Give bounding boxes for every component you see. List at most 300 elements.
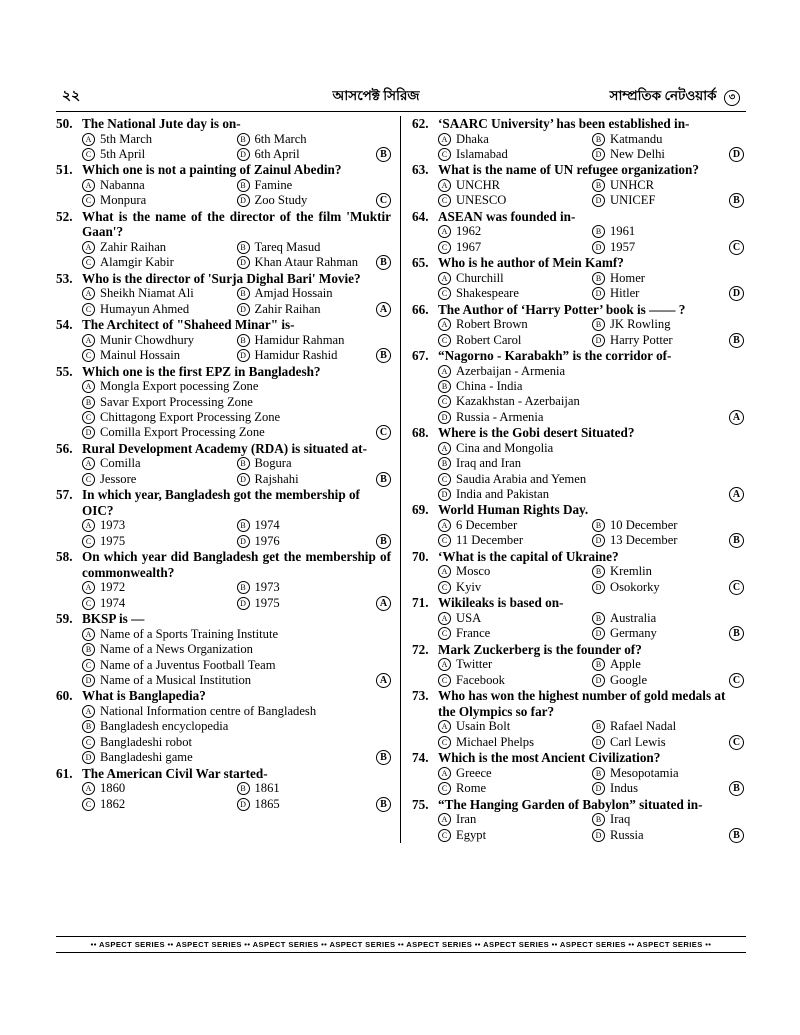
answer-key-badge: B <box>376 750 391 765</box>
option-c[interactable] <box>438 673 592 688</box>
question-item <box>56 116 391 162</box>
question-number: 51. <box>56 162 73 178</box>
option-marker-icon: C <box>82 597 95 610</box>
option-label: Russia - Armenia <box>456 409 544 424</box>
option-marker-icon: C <box>438 334 451 347</box>
option-list <box>412 441 746 503</box>
option-a[interactable] <box>438 441 746 456</box>
option-a[interactable] <box>82 379 391 394</box>
option-a[interactable] <box>438 657 592 672</box>
option-list <box>56 379 391 441</box>
option-c[interactable] <box>438 580 592 595</box>
option-d[interactable] <box>438 410 746 425</box>
option-label: Hamidur Rahman <box>254 332 345 347</box>
option-label: 6 December <box>456 518 518 533</box>
question-head <box>412 549 746 565</box>
book-section-label: সাম্প্রতিক নেটওয়ার্ক <box>609 88 717 103</box>
option-marker-icon: B <box>82 396 95 409</box>
option-marker-icon: B <box>82 720 95 733</box>
option-b[interactable] <box>82 642 391 657</box>
option-c[interactable] <box>438 828 592 843</box>
option-d[interactable] <box>82 425 391 440</box>
page-footer: •• ASPECT SERIES •• ASPECT SERIES •• ASPECT SERIES •• ASPECT SERIES •• ASPECT SERIES •• ASPECT SERIES •• ASPECT SERIES •• ASPECT SERIES •• <box>56 936 746 953</box>
option-c[interactable] <box>82 410 391 425</box>
option-b[interactable] <box>592 719 746 734</box>
option-marker-icon: D <box>237 148 250 161</box>
option-marker-icon: B <box>237 287 250 300</box>
question-number: 62. <box>412 116 429 131</box>
option-b[interactable] <box>82 395 391 410</box>
option-row <box>412 240 746 255</box>
option-label: Name of a Musical Institution <box>100 673 252 688</box>
option-marker-icon: A <box>82 519 95 532</box>
option-label: Islamabad <box>456 147 508 161</box>
question-head <box>56 487 391 518</box>
option-a[interactable] <box>82 627 391 642</box>
question-item <box>56 209 391 271</box>
option-c[interactable] <box>82 348 237 363</box>
option-c[interactable] <box>82 735 391 750</box>
option-c[interactable] <box>82 534 237 549</box>
option-a[interactable] <box>438 766 592 781</box>
option-marker-icon: B <box>592 179 605 192</box>
option-a[interactable] <box>82 132 237 147</box>
question-head <box>412 688 746 719</box>
option-b[interactable] <box>237 580 392 595</box>
answer-key-badge: B <box>729 626 744 641</box>
option-d[interactable] <box>592 626 746 641</box>
option-c[interactable] <box>438 394 746 409</box>
option-c[interactable] <box>438 781 592 796</box>
option-row <box>56 472 391 487</box>
answer-key-badge: B <box>376 534 391 549</box>
option-label: Germany <box>610 626 657 641</box>
option-row <box>56 456 391 471</box>
question-head <box>56 271 391 287</box>
option-a[interactable] <box>82 456 237 471</box>
option-marker-icon: D <box>592 534 605 547</box>
option-a[interactable] <box>438 317 592 332</box>
option-b[interactable] <box>237 178 392 193</box>
option-c[interactable] <box>438 240 592 255</box>
option-marker-icon: C <box>438 736 451 749</box>
question-number: 50. <box>56 116 73 131</box>
option-marker-icon: D <box>237 798 250 811</box>
option-d[interactable] <box>237 302 392 317</box>
question-item <box>56 364 391 441</box>
option-marker-icon: B <box>592 813 605 826</box>
option-a[interactable] <box>82 333 237 348</box>
question-text: ASEAN was founded in- <box>438 208 576 224</box>
option-a[interactable] <box>438 518 592 533</box>
option-marker-icon: A <box>438 365 451 378</box>
question-head <box>412 797 746 813</box>
question-item <box>412 209 746 255</box>
question-item <box>412 255 746 301</box>
answer-key-badge: B <box>376 348 391 363</box>
question-head <box>412 750 746 766</box>
option-a[interactable] <box>82 704 391 719</box>
question-number: 75. <box>412 796 429 812</box>
option-d[interactable] <box>592 333 746 348</box>
option-d[interactable] <box>237 255 392 270</box>
option-marker-icon: C <box>438 194 451 207</box>
option-list <box>412 271 746 302</box>
option-b[interactable] <box>592 132 746 147</box>
question-number: 66. <box>412 301 429 317</box>
option-b[interactable] <box>237 132 392 147</box>
option-a[interactable] <box>438 564 592 579</box>
option-label: 1976 <box>254 533 280 548</box>
option-marker-icon: D <box>438 488 451 501</box>
option-c[interactable] <box>438 626 592 641</box>
answer-key-badge: B <box>729 533 744 548</box>
option-label: Jessore <box>100 471 137 486</box>
option-row <box>412 781 746 796</box>
question-text: What is the name of the director of the film 'Muktir Gaan'? <box>82 208 391 240</box>
option-marker-icon: D <box>592 194 605 207</box>
option-a[interactable] <box>82 286 237 301</box>
option-c[interactable] <box>438 735 592 750</box>
option-c[interactable] <box>438 147 592 162</box>
option-label: Carl Lewis <box>610 734 666 749</box>
option-marker-icon: B <box>592 658 605 671</box>
option-c[interactable] <box>82 472 237 487</box>
option-label: Savar Export Processing Zone <box>100 394 253 409</box>
option-row <box>412 472 746 487</box>
page-body <box>56 84 746 934</box>
option-a[interactable] <box>438 812 592 827</box>
option-d[interactable] <box>592 147 746 162</box>
option-b[interactable] <box>237 781 392 796</box>
option-label: Dhaka <box>456 131 489 146</box>
option-label: UNESCO <box>456 193 507 208</box>
option-marker-icon: D <box>592 334 605 347</box>
question-item <box>56 611 391 688</box>
option-row <box>56 596 391 611</box>
option-row <box>412 317 746 332</box>
answer-key-badge: B <box>729 333 744 348</box>
option-marker-icon: A <box>82 628 95 641</box>
option-b[interactable] <box>592 611 746 626</box>
option-a[interactable] <box>438 719 592 734</box>
answer-key-badge: C <box>729 673 744 688</box>
option-d[interactable] <box>237 797 392 812</box>
option-row <box>412 533 746 548</box>
option-d[interactable] <box>237 348 392 363</box>
option-a[interactable] <box>438 364 746 379</box>
question-head <box>56 766 391 782</box>
option-c[interactable] <box>82 255 237 270</box>
option-list <box>412 812 746 843</box>
answer-key-badge: D <box>729 286 744 301</box>
option-d[interactable] <box>592 828 746 843</box>
question-item <box>412 595 746 641</box>
answer-key-badge: C <box>729 735 744 750</box>
question-head <box>56 209 391 240</box>
option-b[interactable] <box>592 564 746 579</box>
option-marker-icon: C <box>82 473 95 486</box>
option-label: Kremlin <box>610 564 652 579</box>
option-d[interactable] <box>237 193 392 208</box>
option-label: Zahir Raihan <box>254 301 321 316</box>
option-c[interactable] <box>438 193 592 208</box>
option-a[interactable] <box>82 518 237 533</box>
option-row <box>412 193 746 208</box>
option-label: Egypt <box>456 827 487 842</box>
option-b[interactable] <box>592 657 746 672</box>
option-label: Zahir Raihan <box>100 240 167 254</box>
option-row <box>56 642 391 657</box>
option-row <box>56 534 391 549</box>
answer-key-badge: A <box>729 410 744 425</box>
option-label: Katmandu <box>610 131 663 146</box>
question-head <box>412 302 746 318</box>
option-label: 1862 <box>100 796 126 811</box>
option-marker-icon: A <box>438 612 451 625</box>
option-row <box>412 364 746 379</box>
option-marker-icon: D <box>592 287 605 300</box>
option-row <box>412 564 746 579</box>
option-label: New Delhi <box>610 147 665 161</box>
option-a[interactable] <box>438 132 592 147</box>
option-c[interactable] <box>82 596 237 611</box>
question-text: Who is he author of Mein Kamf? <box>438 255 624 271</box>
option-a[interactable] <box>82 781 237 796</box>
option-row <box>412 719 746 734</box>
question-item <box>412 797 746 843</box>
option-d[interactable] <box>592 673 746 688</box>
question-text: Which is the most Ancient Civilization? <box>438 750 661 766</box>
option-marker-icon: A <box>82 334 95 347</box>
option-row <box>412 333 746 348</box>
option-marker-icon: D <box>237 535 250 548</box>
option-marker-icon: B <box>592 225 605 238</box>
option-b[interactable] <box>592 812 746 827</box>
question-number: 59. <box>56 611 73 627</box>
option-label: Saudia Arabia and Yemen <box>456 471 587 486</box>
option-d[interactable] <box>82 750 391 765</box>
option-d[interactable] <box>438 487 746 502</box>
option-b[interactable] <box>438 456 746 471</box>
option-c[interactable] <box>438 333 592 348</box>
option-d[interactable] <box>592 286 746 301</box>
option-b[interactable] <box>237 333 392 348</box>
option-c[interactable] <box>82 797 237 812</box>
answer-key-badge: A <box>376 596 391 611</box>
option-marker-icon: A <box>82 581 95 594</box>
option-label: 6th March <box>254 131 307 146</box>
option-d[interactable] <box>592 735 746 750</box>
option-marker-icon: A <box>82 179 95 192</box>
option-row <box>412 456 746 471</box>
option-d[interactable] <box>82 673 391 688</box>
option-label: Hitler <box>610 286 640 301</box>
question-head <box>412 425 746 441</box>
option-label: 1865 <box>254 796 280 811</box>
option-a[interactable] <box>438 611 592 626</box>
option-label: Robert Brown <box>456 317 528 332</box>
option-list <box>56 333 391 364</box>
option-marker-icon: A <box>438 318 451 331</box>
option-row <box>412 487 746 502</box>
option-row <box>56 627 391 642</box>
question-head <box>56 317 391 333</box>
option-marker-icon: D <box>592 736 605 749</box>
option-b[interactable] <box>592 178 746 193</box>
option-marker-icon: A <box>438 179 451 192</box>
option-marker-icon: B <box>592 272 605 285</box>
option-label: China - India <box>456 379 523 394</box>
option-label: Rajshahi <box>254 471 299 486</box>
question-number: 52. <box>56 208 73 224</box>
answer-key-badge: A <box>376 302 391 317</box>
option-c[interactable] <box>82 658 391 673</box>
question-head <box>56 688 391 704</box>
option-b[interactable] <box>237 286 392 301</box>
question-text: ‘SAARC University’ has been established in- <box>438 116 690 131</box>
option-c[interactable] <box>82 147 237 162</box>
option-b[interactable] <box>592 518 746 533</box>
option-list <box>412 766 746 797</box>
option-d[interactable] <box>592 781 746 796</box>
option-b[interactable] <box>82 719 391 734</box>
option-label: 10 December <box>610 518 678 533</box>
question-number: 60. <box>56 688 73 704</box>
question-number: 54. <box>56 317 73 333</box>
option-list <box>412 364 746 426</box>
option-d[interactable] <box>592 533 746 548</box>
option-marker-icon: A <box>82 133 95 146</box>
option-row <box>56 286 391 301</box>
option-b[interactable] <box>237 518 392 533</box>
option-label: Bangladeshi game <box>100 750 193 765</box>
option-label: UNCHR <box>456 178 501 192</box>
answer-key-badge: A <box>729 487 744 502</box>
question-head <box>412 209 746 225</box>
question-number: 69. <box>412 502 429 518</box>
option-b[interactable] <box>237 240 392 255</box>
option-d[interactable] <box>592 240 746 255</box>
question-head <box>56 611 391 627</box>
option-label: Iraq and Iran <box>456 456 522 471</box>
option-d[interactable] <box>592 193 746 208</box>
question-number: 53. <box>56 270 73 286</box>
option-list <box>412 317 746 348</box>
option-list <box>412 611 746 642</box>
question-head <box>412 595 746 611</box>
option-marker-icon: B <box>592 565 605 578</box>
option-label: Amjad Hossain <box>254 286 333 301</box>
option-b[interactable] <box>592 224 746 239</box>
option-d[interactable] <box>237 534 392 549</box>
question-head <box>56 116 391 132</box>
question-head <box>56 364 391 380</box>
option-a[interactable] <box>82 178 237 193</box>
option-b[interactable] <box>438 379 746 394</box>
question-text: What is the name of UN refugee organization? <box>438 162 699 178</box>
question-number: 73. <box>412 688 429 704</box>
option-row <box>56 735 391 750</box>
option-marker-icon: D <box>82 751 95 764</box>
option-label: Cina and Mongolia <box>456 440 554 455</box>
option-b[interactable] <box>592 317 746 332</box>
option-a[interactable] <box>438 271 592 286</box>
option-a[interactable] <box>82 580 237 595</box>
option-b[interactable] <box>592 766 746 781</box>
option-marker-icon: D <box>82 674 95 687</box>
option-c[interactable] <box>82 193 237 208</box>
option-row <box>56 719 391 734</box>
question-item <box>412 425 746 502</box>
question-item <box>56 162 391 208</box>
option-label: 5th March <box>100 131 153 146</box>
option-b[interactable] <box>237 456 392 471</box>
option-list <box>56 132 391 163</box>
question-item <box>412 750 746 796</box>
question-text: Mark Zuckerberg is the founder of? <box>438 641 642 657</box>
option-c[interactable] <box>82 302 237 317</box>
option-d[interactable] <box>237 596 392 611</box>
option-d[interactable] <box>592 580 746 595</box>
option-c[interactable] <box>438 533 592 548</box>
question-text: “The Hanging Garden of Babylon” situated in- <box>438 796 703 812</box>
option-marker-icon: B <box>592 612 605 625</box>
option-label: 6th April <box>254 147 300 161</box>
option-marker-icon: C <box>438 829 451 842</box>
option-a[interactable] <box>438 224 592 239</box>
option-label: Nabanna <box>100 178 145 192</box>
option-label: 5th April <box>100 147 146 161</box>
option-row <box>412 812 746 827</box>
option-d[interactable] <box>237 147 392 162</box>
option-d[interactable] <box>237 472 392 487</box>
option-c[interactable] <box>438 286 592 301</box>
question-item <box>412 688 746 750</box>
option-c[interactable] <box>438 472 746 487</box>
option-marker-icon: C <box>82 148 95 161</box>
question-text: ‘What is the capital of Ukraine? <box>438 548 619 564</box>
question-number: 67. <box>412 348 429 364</box>
question-item <box>412 162 746 208</box>
option-marker-icon: D <box>592 581 605 594</box>
option-label: Mesopotamia <box>610 765 679 780</box>
option-a[interactable] <box>82 240 237 255</box>
option-label: Munir Chowdhury <box>100 332 195 347</box>
option-list <box>412 564 746 595</box>
option-marker-icon: C <box>438 627 451 640</box>
question-number: 63. <box>412 162 429 178</box>
option-marker-icon: C <box>438 395 451 408</box>
option-marker-icon: C <box>82 659 95 672</box>
option-row <box>412 410 746 425</box>
option-list <box>412 132 746 163</box>
question-number: 71. <box>412 595 429 611</box>
option-label: 13 December <box>610 533 678 548</box>
option-label: Iran <box>456 812 477 827</box>
option-label: 1860 <box>100 781 126 796</box>
question-item <box>412 549 746 595</box>
option-row <box>56 333 391 348</box>
option-a[interactable] <box>438 178 592 193</box>
option-b[interactable] <box>592 271 746 286</box>
option-marker-icon: A <box>438 225 451 238</box>
question-item <box>56 271 391 317</box>
option-row <box>56 240 391 255</box>
question-head <box>412 348 746 364</box>
answer-key-badge: B <box>729 781 744 796</box>
option-marker-icon: A <box>438 658 451 671</box>
